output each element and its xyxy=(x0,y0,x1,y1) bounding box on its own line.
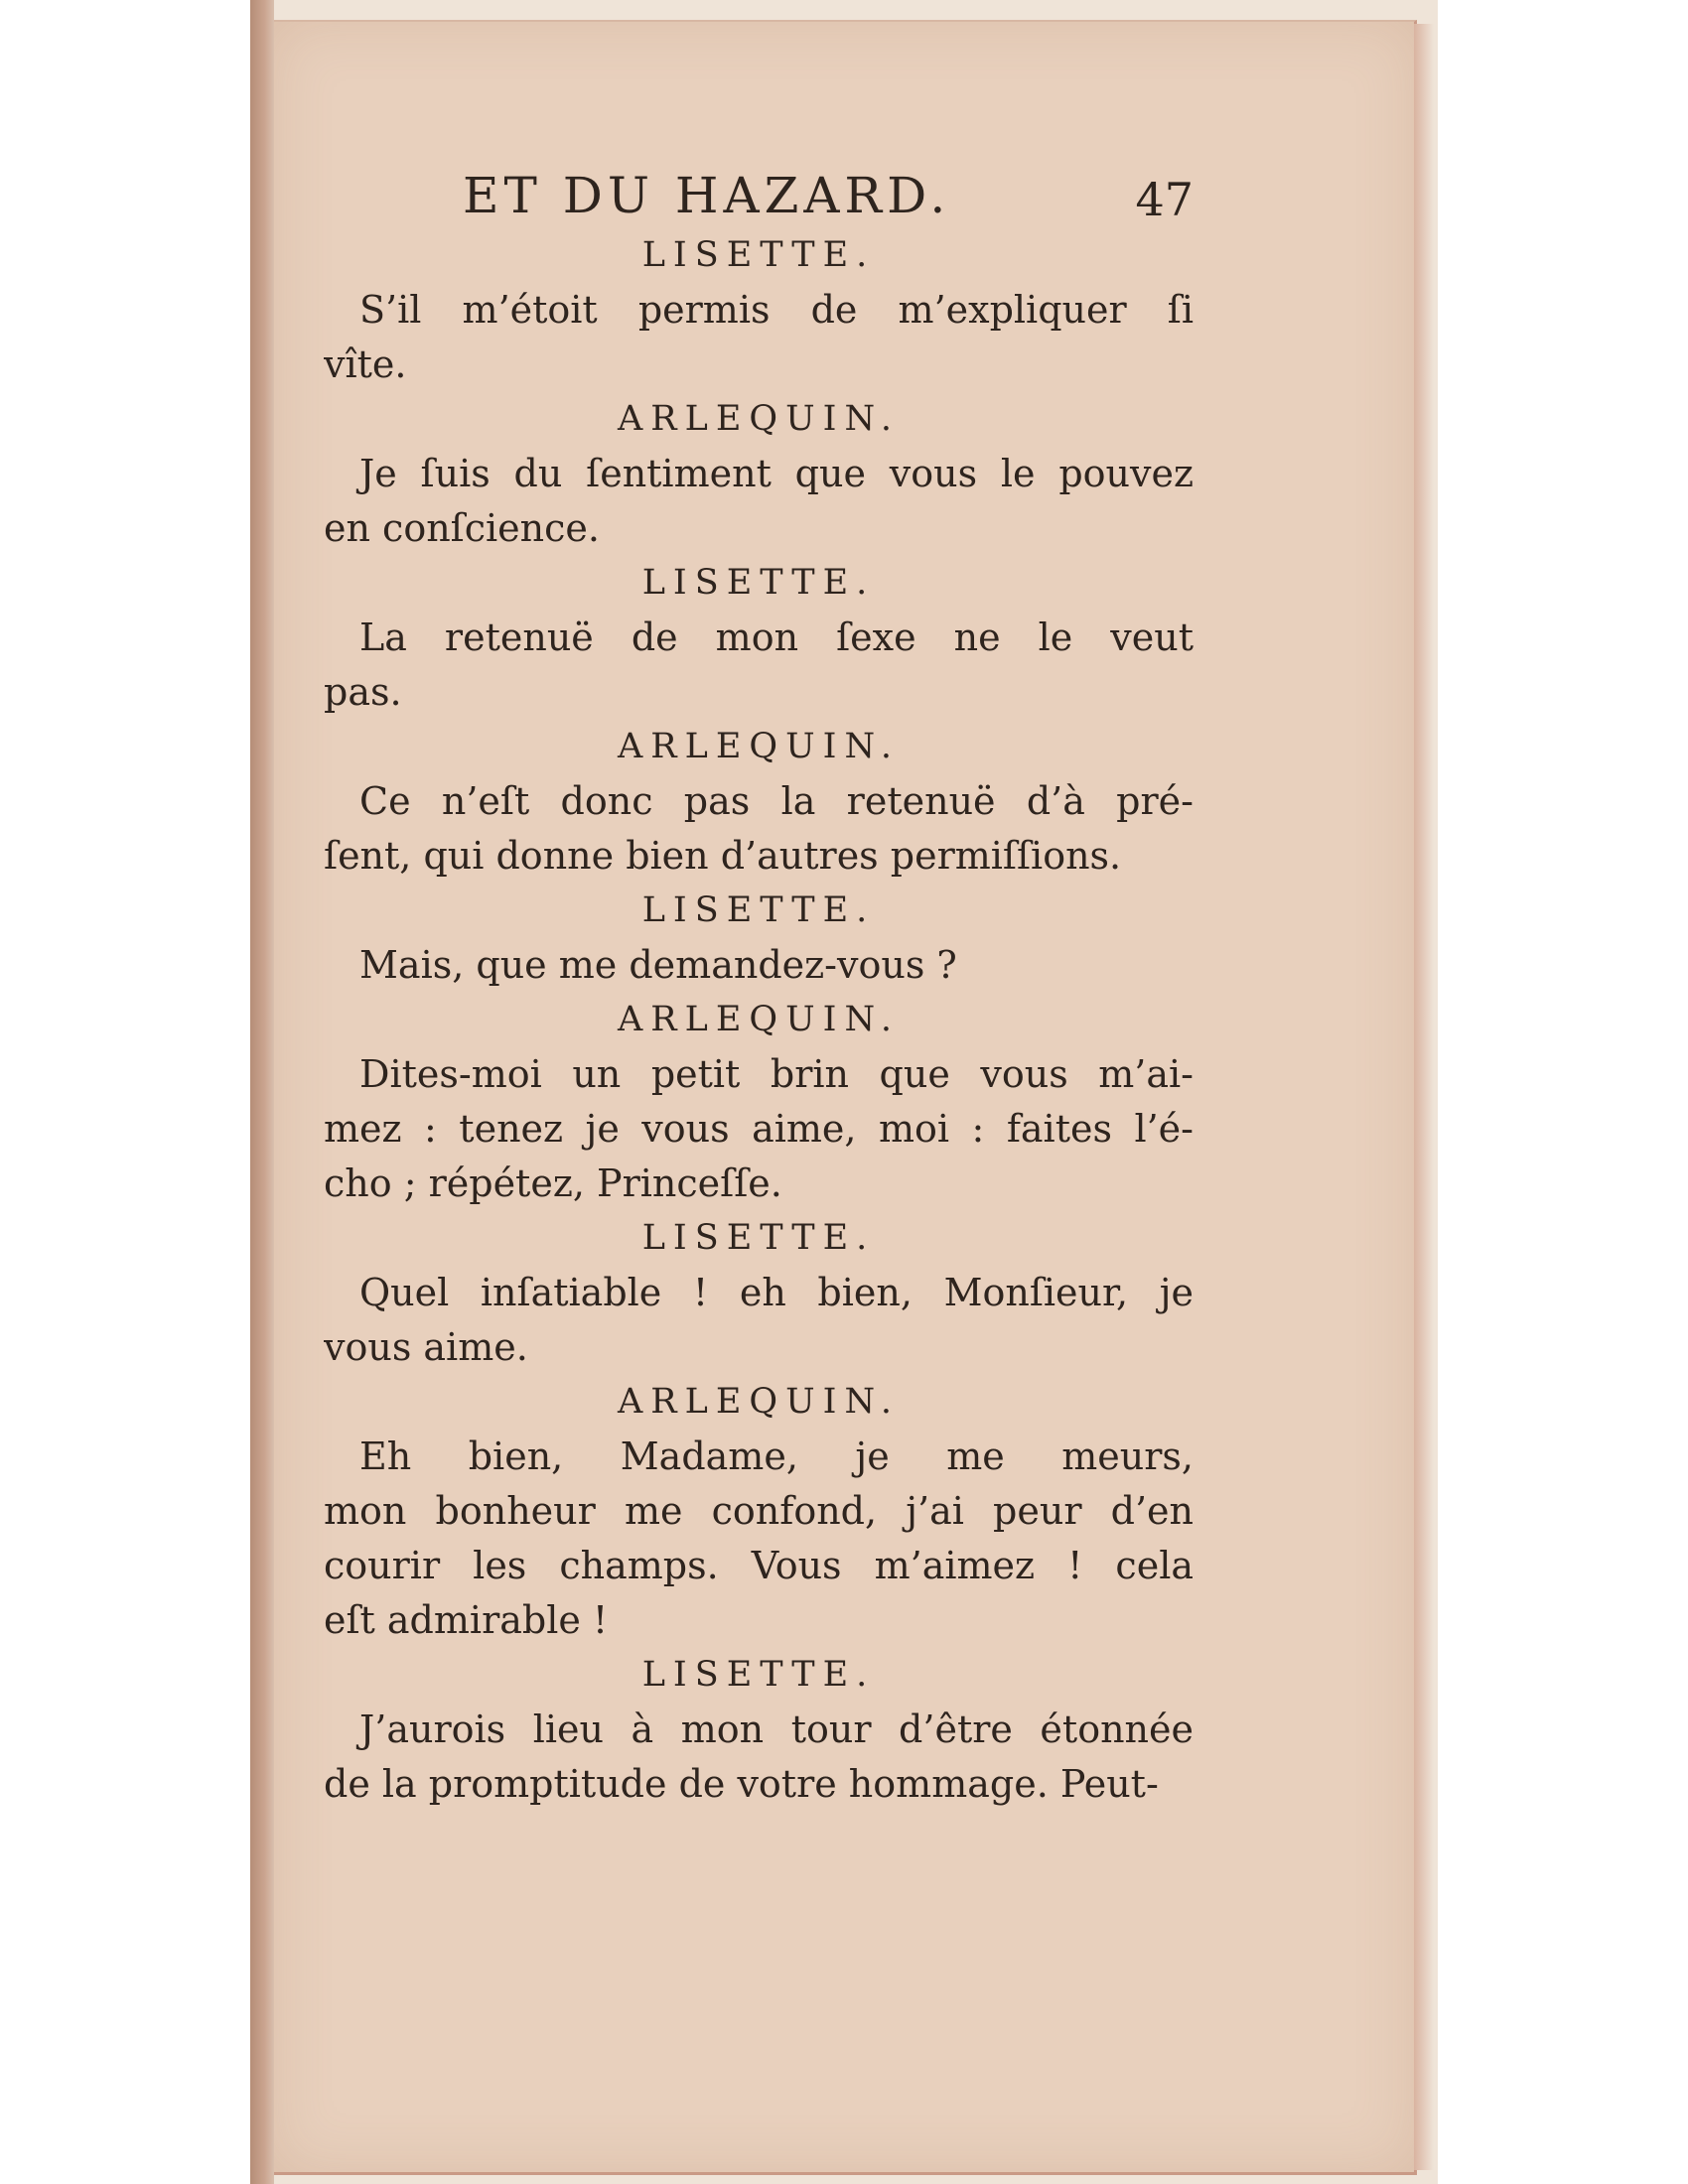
speaker-name: LISETTE. xyxy=(641,235,876,275)
running-head xyxy=(324,167,1194,228)
speaker-name: LISETTE. xyxy=(641,1218,876,1258)
speech-line: Je ſuis du ſentiment que vous le pouvez xyxy=(359,452,1194,495)
speech-line: mez : tenez je vous aime, moi : faites l’é- xyxy=(324,1107,1194,1151)
speech-line: Dites-moi un petit brin que vous m’ai- xyxy=(359,1052,1194,1096)
speech-line: de la promptitude de votre hommage. Peut- xyxy=(324,1762,1159,1806)
running-title: ET DU HAZARD. xyxy=(463,167,951,224)
speech-line: J’aurois lieu à mon tour d’être étonnée xyxy=(359,1707,1194,1751)
speech-line: cho ; répétez, Princeſſe. xyxy=(324,1161,782,1205)
speech-line: Mais, que me demandez-vous ? xyxy=(359,943,957,987)
page-text xyxy=(324,167,1194,1812)
speaker-name: LISETTE. xyxy=(641,563,876,603)
speech-text xyxy=(324,1266,1194,1375)
speech-text xyxy=(324,283,1194,392)
speech-text xyxy=(324,447,1194,556)
speech-line: eſt admirable ! xyxy=(324,1598,609,1642)
speech-line: pas. xyxy=(324,670,402,714)
speaker-name: ARLEQUIN. xyxy=(618,1382,900,1422)
speech-line: mon bonheur me confond, j’ai peur d’en xyxy=(324,1489,1194,1533)
speaker-name: LISETTE. xyxy=(641,1655,876,1695)
speech-text xyxy=(324,1430,1194,1648)
page-number: 47 xyxy=(1135,173,1194,226)
speech-text xyxy=(324,1703,1194,1812)
page-edge xyxy=(1414,24,1434,2170)
speech-text xyxy=(324,1047,1194,1211)
speech-text xyxy=(324,938,1194,993)
speech-line: courir les champs. Vous m’aimez ! cela xyxy=(324,1544,1194,1587)
speech-line: Eh bien, Madame, je me meurs, xyxy=(359,1434,1194,1478)
speech-line: vîte. xyxy=(324,342,407,386)
speech-line: La retenuë de mon ſexe ne le veut xyxy=(359,615,1194,659)
speech-line: Quel inſatiable ! eh bien, Monſieur, je xyxy=(359,1271,1194,1314)
speech-line: S’il m’étoit permis de m’expliquer ſi xyxy=(359,288,1194,332)
speaker-name: ARLEQUIN. xyxy=(618,1000,900,1039)
speaker-name: ARLEQUIN. xyxy=(618,399,900,439)
speech-text xyxy=(324,774,1194,884)
speech-text xyxy=(324,611,1194,720)
speech-line: ſent, qui donne bien d’autres permiſſions. xyxy=(324,834,1122,878)
speech-line: en conſcience. xyxy=(324,506,600,550)
speaker-name: ARLEQUIN. xyxy=(618,727,900,766)
speech-line: vous aime. xyxy=(324,1325,528,1369)
speech-line: Ce n’eſt donc pas la retenuë d’à pré- xyxy=(359,779,1194,823)
book-spine xyxy=(250,0,274,2184)
dialogue xyxy=(324,228,1194,1812)
speaker-name: LISETTE. xyxy=(641,890,876,930)
